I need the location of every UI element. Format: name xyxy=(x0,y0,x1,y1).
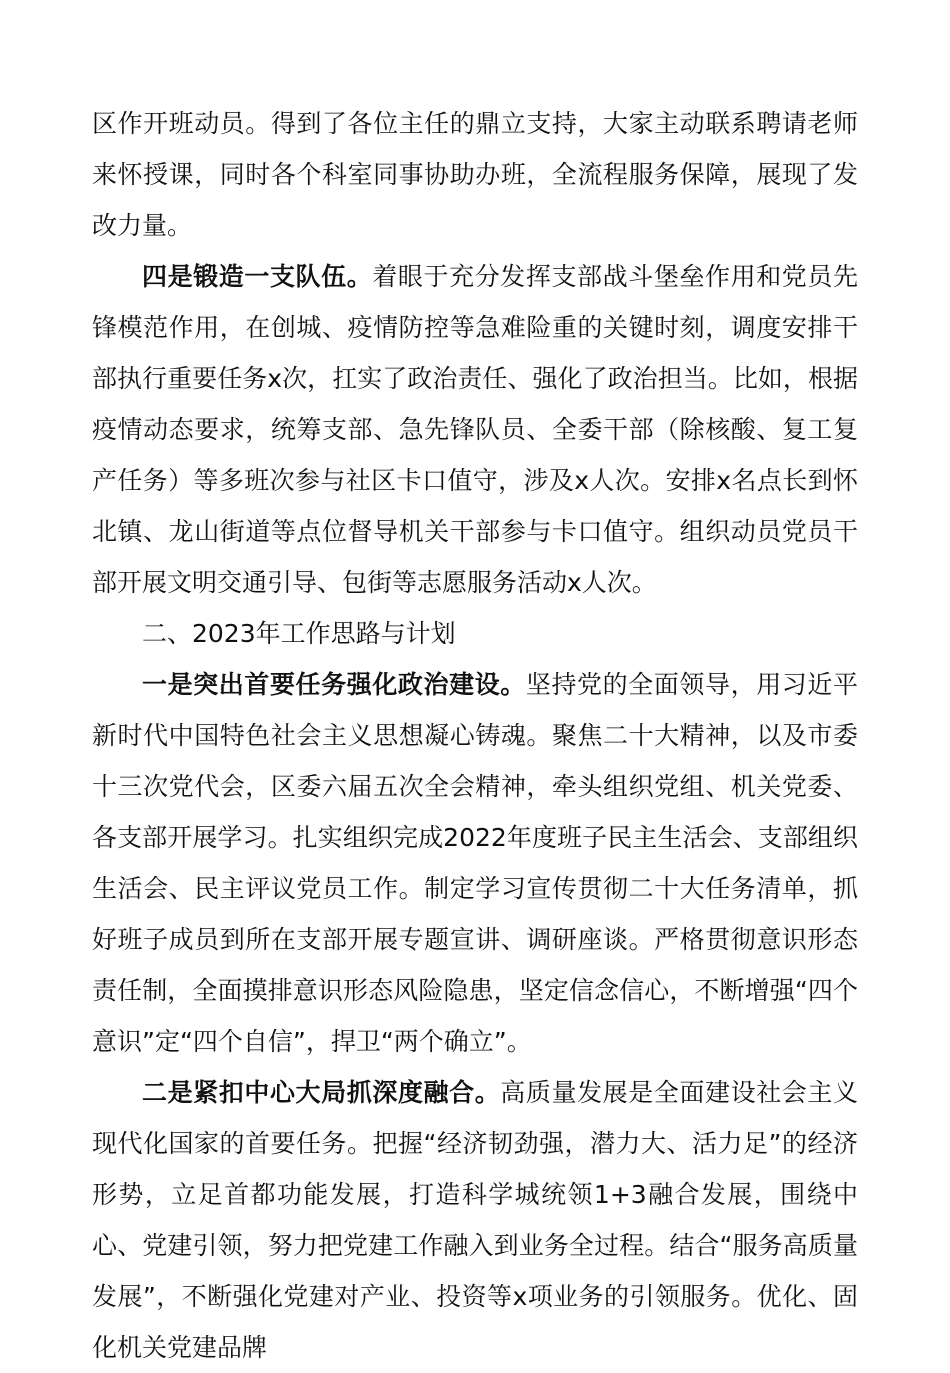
paragraph-text: 区作开班动员。得到了各位主任的鼎立支持，大家主动联系聘请老师来怀授课，同时各个科室同事协助办班，全流程服务保障，展现了发改力量。 xyxy=(92,109,858,240)
paragraph-lead: 四是锻造一支队伍。 xyxy=(142,262,373,291)
paragraph-text: 着眼于充分发挥支部战斗堡垒作用和党员先锋模范作用，在创城、疫情防控等急难险重的关键时刻，调度安排干部执行重要任务x次，扛实了政治责任、强化了政治担当。比如，根据疫情动态要求，统筹支部、急先锋队员、全委干部（除核酸、复工复产任务）等多班次参与社区卡口值守，涉及x人次。安排x名点长到怀北镇、龙山街道等点位督导机关干部参与卡口值守。组织动员党员干部开展文明交通引导、包街等志愿服务活动x人次。 xyxy=(92,262,858,597)
paragraph-team-building xyxy=(92,251,858,608)
paragraph-lead: 二是紧扣中心大局抓深度融合。 xyxy=(142,1078,501,1107)
paragraph-lead: 一是突出首要任务强化政治建设。 xyxy=(142,670,526,699)
paragraph-text: 坚持党的全面领导，用习近平新时代中国特色社会主义思想凝心铸魂。聚焦二十大精神，以及市委十三次党代会，区委六届五次全会精神，牵头组织党组、机关党委、各支部开展学习。扎实组织完成2022年度班子民主生活会、支部组织生活会、民主评议党员工作。制定学习宣传贯彻二十大任务清单，抓好班子成员到所在支部开展专题宣讲、调研座谈。严格贯彻意识形态责任制，全面摸排意识形态风险隐患，坚定信念信心，不断增强“四个意识”定“四个自信”，捍卫“两个确立”。 xyxy=(92,670,858,1056)
section-heading: 二、2023年工作思路与计划 xyxy=(142,619,456,648)
paragraph-text: 高质量发展是全面建设社会主义现代化国家的首要任务。把握“经济韧劲强，潜力大、活力足”的经济形势，立足首都功能发展，打造科学城统领1+3融合发展，围绕中心、党建引领，努力把党建工作融入到业务全过程。结合“服务高质量发展”，不断强化党建对产业、投资等x项业务的引领服务。优化、固化机关党建品牌 xyxy=(92,1078,858,1362)
paragraph-political-building xyxy=(92,659,858,1067)
paragraph-continuation xyxy=(92,98,858,251)
paragraph-deep-integration xyxy=(92,1067,858,1373)
